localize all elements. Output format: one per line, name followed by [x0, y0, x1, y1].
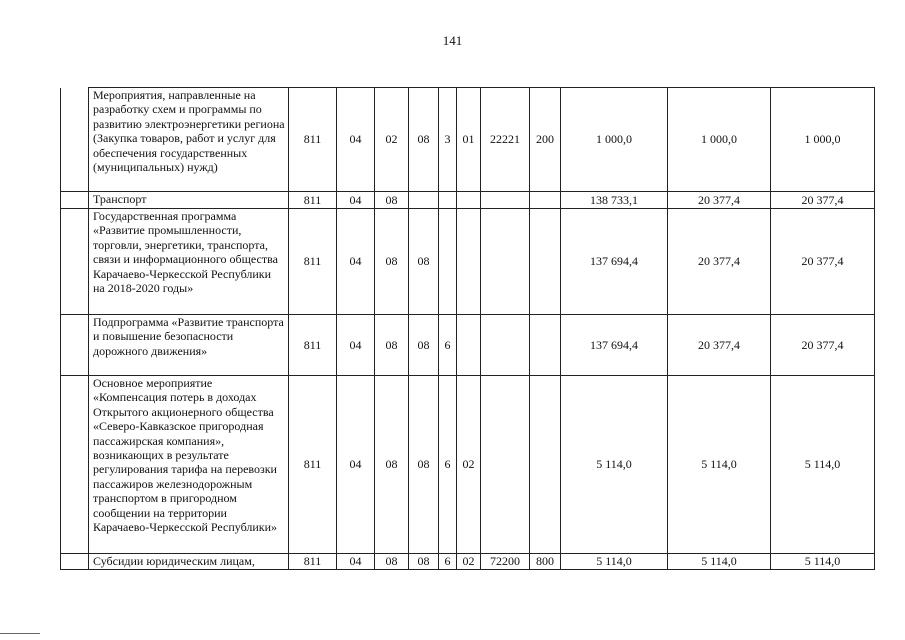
row-index-cell — [61, 554, 89, 570]
amount-cell: 1 000,0 — [561, 88, 668, 192]
code-cell: 02 — [375, 88, 409, 192]
amount-cell: 5 114,0 — [561, 554, 668, 570]
row-index-cell — [61, 376, 89, 554]
amount-cell: 20 377,4 — [668, 209, 771, 315]
code-cell: 811 — [289, 192, 337, 209]
code-cell — [481, 376, 530, 554]
code-cell: 04 — [337, 376, 375, 554]
code-cell: 04 — [337, 88, 375, 192]
code-cell: 08 — [409, 315, 439, 376]
code-cell: 04 — [337, 315, 375, 376]
scan-margin-line — [0, 633, 40, 634]
amount-cell: 138 733,1 — [561, 192, 668, 209]
row-name: Государственная программа «Развитие промышленности, торговли, энергетики, транспорта, связи и информационного общества Карачаево-Черкесской Республики на 2018-2020 годы» — [89, 209, 289, 315]
code-cell: 6 — [439, 554, 457, 570]
row-name: Транспорт — [89, 192, 289, 209]
amount-cell: 5 114,0 — [771, 376, 875, 554]
code-cell: 01 — [457, 88, 481, 192]
amount-cell: 20 377,4 — [771, 315, 875, 376]
code-cell — [481, 209, 530, 315]
row-index-cell — [61, 315, 89, 376]
code-cell: 04 — [337, 209, 375, 315]
code-cell — [530, 192, 561, 209]
row-index-cell — [61, 192, 89, 209]
code-cell: 08 — [409, 376, 439, 554]
amount-cell: 5 114,0 — [668, 376, 771, 554]
code-cell: 08 — [375, 209, 409, 315]
table-row — [61, 376, 875, 554]
code-cell — [439, 209, 457, 315]
table-row — [61, 315, 875, 376]
table-row — [61, 192, 875, 209]
code-cell — [457, 192, 481, 209]
code-cell: 811 — [289, 88, 337, 192]
row-index-cell — [61, 209, 89, 315]
amount-cell: 5 114,0 — [668, 554, 771, 570]
code-cell: 22221 — [481, 88, 530, 192]
row-name: Подпрограмма «Развитие транспорта и повышение безопасности дорожного движения» — [89, 315, 289, 376]
code-cell: 04 — [337, 554, 375, 570]
code-cell — [530, 315, 561, 376]
code-cell: 08 — [409, 88, 439, 192]
code-cell: 08 — [375, 376, 409, 554]
page-number: 141 — [442, 33, 463, 48]
amount-cell: 20 377,4 — [771, 209, 875, 315]
code-cell — [530, 209, 561, 315]
row-name: Основное мероприятие «Компенсация потерь в доходах Открытого акционерного общества «Северо-Кавказское пригородная пассажирская компания», возникающих в результате регулирования тарифа на перевозки пассажиров железнодорожным транспортом в пригородном сообщении на территории Карачаево-Черкесской Республики» — [89, 376, 289, 554]
code-cell: 200 — [530, 88, 561, 192]
code-cell: 08 — [375, 315, 409, 376]
code-cell: 08 — [409, 209, 439, 315]
code-cell: 08 — [409, 554, 439, 570]
table-row — [61, 88, 875, 192]
code-cell: 811 — [289, 554, 337, 570]
code-cell: 800 — [530, 554, 561, 570]
amount-cell: 20 377,4 — [668, 315, 771, 376]
row-name: Субсидии юридическим лицам, — [89, 554, 289, 570]
code-cell — [439, 192, 457, 209]
amount-cell: 1 000,0 — [668, 88, 771, 192]
row-index-cell — [61, 88, 89, 192]
code-cell: 811 — [289, 376, 337, 554]
amount-cell: 1 000,0 — [771, 88, 875, 192]
code-cell — [409, 192, 439, 209]
code-cell — [481, 192, 530, 209]
table-row — [61, 209, 875, 315]
amount-cell: 137 694,4 — [561, 315, 668, 376]
code-cell: 6 — [439, 315, 457, 376]
code-cell — [457, 209, 481, 315]
code-cell: 04 — [337, 192, 375, 209]
code-cell: 6 — [439, 376, 457, 554]
code-cell: 811 — [289, 209, 337, 315]
code-cell — [530, 376, 561, 554]
budget-table — [60, 87, 875, 570]
amount-cell: 137 694,4 — [561, 209, 668, 315]
code-cell: 72200 — [481, 554, 530, 570]
amount-cell: 5 114,0 — [771, 554, 875, 570]
code-cell: 08 — [375, 554, 409, 570]
amount-cell: 20 377,4 — [668, 192, 771, 209]
code-cell — [481, 315, 530, 376]
amount-cell: 20 377,4 — [771, 192, 875, 209]
code-cell: 811 — [289, 315, 337, 376]
table-row — [61, 554, 875, 570]
code-cell: 08 — [375, 192, 409, 209]
code-cell: 02 — [457, 554, 481, 570]
code-cell: 3 — [439, 88, 457, 192]
code-cell: 02 — [457, 376, 481, 554]
row-name: Мероприятия, направленные на разработку схем и программы по развитию электроэнергетики региона (Закупка товаров, работ и услуг для обеспечения государственных (муниципальных) нужд) — [89, 88, 289, 192]
amount-cell: 5 114,0 — [561, 376, 668, 554]
code-cell — [457, 315, 481, 376]
